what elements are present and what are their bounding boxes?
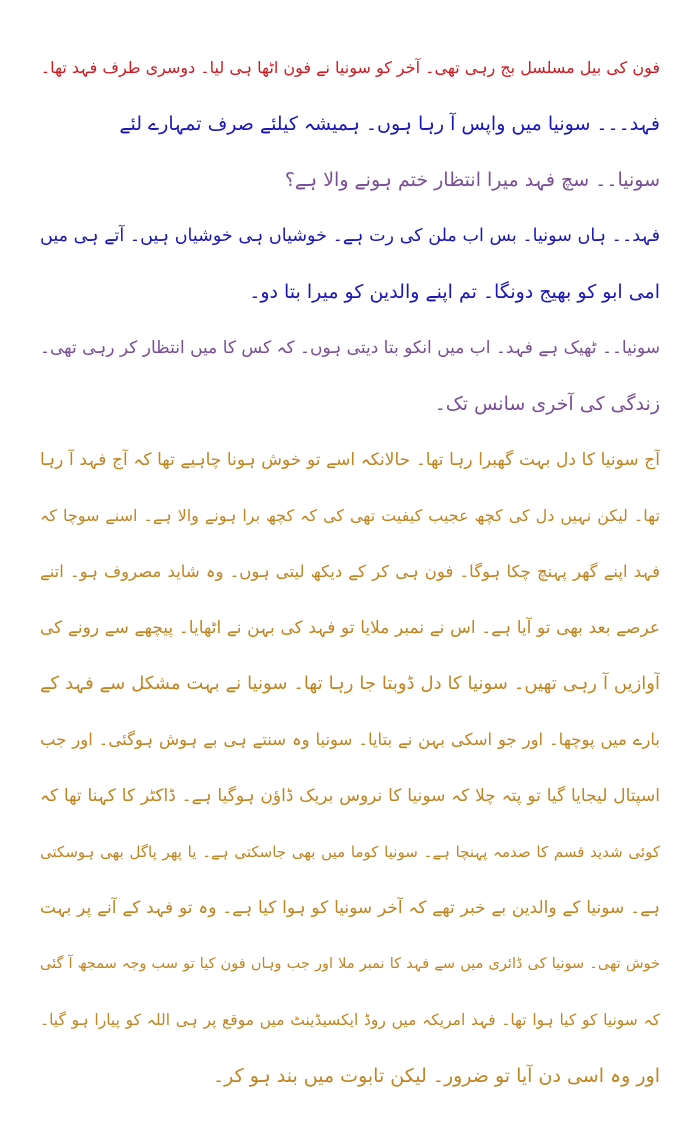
narrative-line: کوئی شدید قسم کا صدمہ پہنچا ہے۔ سونیا کوما میں بھی جاسکتی ہے۔ یا پھر پاگل بھی ہوسکتی [40,843,660,861]
story-page [40,40,660,1104]
fahad-dialogue-line: امی ابو کو بھیج دونگا۔ تم اپنے والدین کو میرا بتا دو۔ [249,281,660,303]
intro-line: فون کی بیل مسلسل بج رہی تھی۔ آخر کو سونیا نے فون اٹھا ہی لیا۔ دوسری طرف فہد تھا۔ [40,58,660,77]
sonia-dialogue-line: سونیا۔۔ سچ فہد میرا انتظار ختم ہونے والا ہے؟ [284,169,660,191]
narrative-line: فہد اپنے گھر پہنچ چکا ہوگا۔ فون ہی کر کے دیکھ لیتی ہوں۔ وہ شاید مصروف ہو۔ اتنے [40,562,660,581]
narrative-line: ہے۔ سونیا کے والدین بے خبر تھے کہ آخر سونیا کو ہوا کیا ہے۔ وہ تو فہد کے آنے پر بہت [40,898,660,918]
narrative-line: تھا۔ لیکن نہیں دل کی کچھ عجیب کیفیت تھی کی کہ کچھ برا ہونے والا ہے۔ اسنے سوچا کہ [40,506,660,525]
narrative-line: آج سونیا کا دل بہت گھبرا رہا تھا۔ حالانکہ اسے تو خوش ہونا چاہیے تھا کہ آج فہد آ رہا [40,450,660,470]
narrative-line: آوازیں آ رہی تھیں۔ سونیا کا دل ڈوبتا جا رہا تھا۔ سونیا نے بہت مشکل سے فہد کے [40,673,660,694]
narrative-line: کہ سونیا کو کیا ہوا تھا۔ فہد امریکہ میں روڈ ایکسیڈینٹ میں موقع پر ہی اللہ کو پیارا ہو گیا۔ [40,1011,660,1029]
narrative-line: خوش تھی۔ سونیا کی ڈائری میں سے فہد کا نمبر ملا اور جب وہاں فون کیا تو سب وجہ سمجھ آ گئی [40,956,660,972]
sonia-dialogue-line: سونیا۔۔ ٹھیک ہے فہد۔ اب میں انکو بتا دیتی ہوں۔ کہ کس کا میں انتظار کر رہی تھی۔ [40,338,660,358]
sonia-dialogue-line: زندگی کی آخری سانس تک۔ [434,393,660,415]
fahad-dialogue-line: فہد۔۔۔ سونیا میں واپس آ رہا ہوں۔ ہمیشہ کیلئے صرف تمہارے لئے [119,113,660,135]
narrative-line: بارے میں پوچھا۔ اور جو اسکی بہن نے بتایا۔ سونیا وہ سنتے ہی بے ہوش ہوگئی۔ اور جب [40,730,660,749]
narrative-line: عرصے بعد بھی تو آیا ہے۔ اس نے نمبر ملایا تو فہد کی بہن نے اٹھایا۔ پیچھے سے رونے کی [40,618,660,638]
fahad-dialogue-line: فہد۔۔ ہاں سونیا۔ بس اب ملن کی رت ہے۔ خوشیاں ہی خوشیاں ہیں۔ آتے ہی میں [40,226,660,246]
narrative-line: اور وہ اسی دن آیا تو ضرور۔ لیکن تابوت میں بند ہو کر۔ [213,1065,660,1087]
narrative-line: اسپتال لیجایا گیا تو پتہ چلا کہ سونیا کا نروس بریک ڈاؤن ہوگیا ہے۔ ڈاکٹر کا کہنا تھا کہ [40,786,660,806]
